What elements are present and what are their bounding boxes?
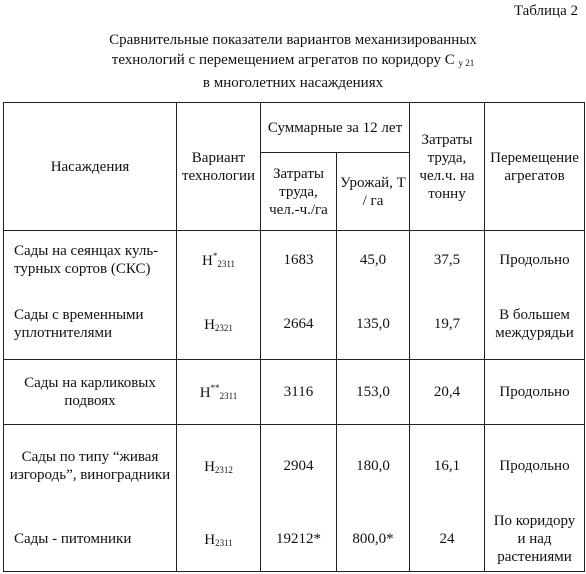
caption-line-1: Сравнительные показатели вариантов механизированных: [109, 32, 477, 48]
cell-per-ton: 24: [410, 507, 485, 572]
table-row: [4, 507, 585, 572]
table-caption: [0, 30, 586, 93]
cell-variant: $Н_{2321}$: [177, 290, 261, 360]
cell-variant: $Н^{**}_{2311}$: [177, 360, 261, 425]
caption-line-3: в многолетних насаждениях: [202, 75, 384, 91]
cell-movement: Продольно: [485, 360, 585, 425]
cell-planting: Сады на карликовых подвоях: [4, 360, 177, 425]
cell-yield: 153,0: [337, 360, 410, 425]
cell-planting: Сады с временными уплотнителями: [4, 290, 177, 360]
cell-variant: $Н^*_{2311}$: [177, 231, 261, 290]
cell-yield: 135,0: [337, 290, 410, 360]
cell-per-ton: 16,1: [410, 425, 485, 507]
caption-subscript: у 21: [458, 58, 475, 68]
cell-yield: 45,0: [337, 231, 410, 290]
header-variant: Вариант технологии: [177, 103, 261, 231]
cell-variant: $Н_{2312}$: [177, 425, 261, 507]
table-row: [4, 360, 585, 425]
cell-planting: Сады по типу “живая изгородь”, виноградники: [4, 425, 177, 507]
table-row: [4, 425, 585, 507]
header-movement: Перемещение агрегатов: [485, 103, 585, 231]
cell-per-ton: 20,4: [410, 360, 485, 425]
cell-variant: $Н_{2311}$: [177, 507, 261, 572]
cell-labor: 1683: [261, 231, 337, 290]
table-number: Таблица 2: [513, 3, 578, 19]
cell-planting: Сады на сеянцах куль-турных сортов (СКС): [4, 231, 177, 290]
comparison-table: [3, 102, 585, 572]
header-labor-costs: Затраты труда, чел.-ч./га: [261, 153, 337, 231]
cell-movement: По коридору и над растениями: [485, 507, 585, 572]
cell-movement: В большем междурядьи: [485, 290, 585, 360]
cell-labor: 2904: [261, 425, 337, 507]
cell-per-ton: 37,5: [410, 231, 485, 290]
header-labor-per-ton: Затраты труда, чел.ч. на тонну: [410, 103, 485, 231]
cell-yield: 800,0*: [337, 507, 410, 572]
cell-movement: Продольно: [485, 231, 585, 290]
cell-labor: 19212*: [261, 507, 337, 572]
cell-movement: Продольно: [485, 425, 585, 507]
cell-yield: 180,0: [337, 425, 410, 507]
header-summary: Суммарные за 12 лет: [261, 103, 410, 153]
header-plantings: Насаждения: [4, 103, 177, 231]
cell-planting: Сады - питомники: [4, 507, 177, 572]
table-row: [4, 290, 585, 360]
header-yield: Урожай, Т / га: [337, 153, 410, 231]
table-row: [4, 231, 585, 290]
cell-labor: 3116: [261, 360, 337, 425]
cell-labor: 2664: [261, 290, 337, 360]
caption-line-2: технологий с перемещением агрегатов по коридору С $_{у 21}$: [111, 52, 475, 68]
cell-per-ton: 19,7: [410, 290, 485, 360]
